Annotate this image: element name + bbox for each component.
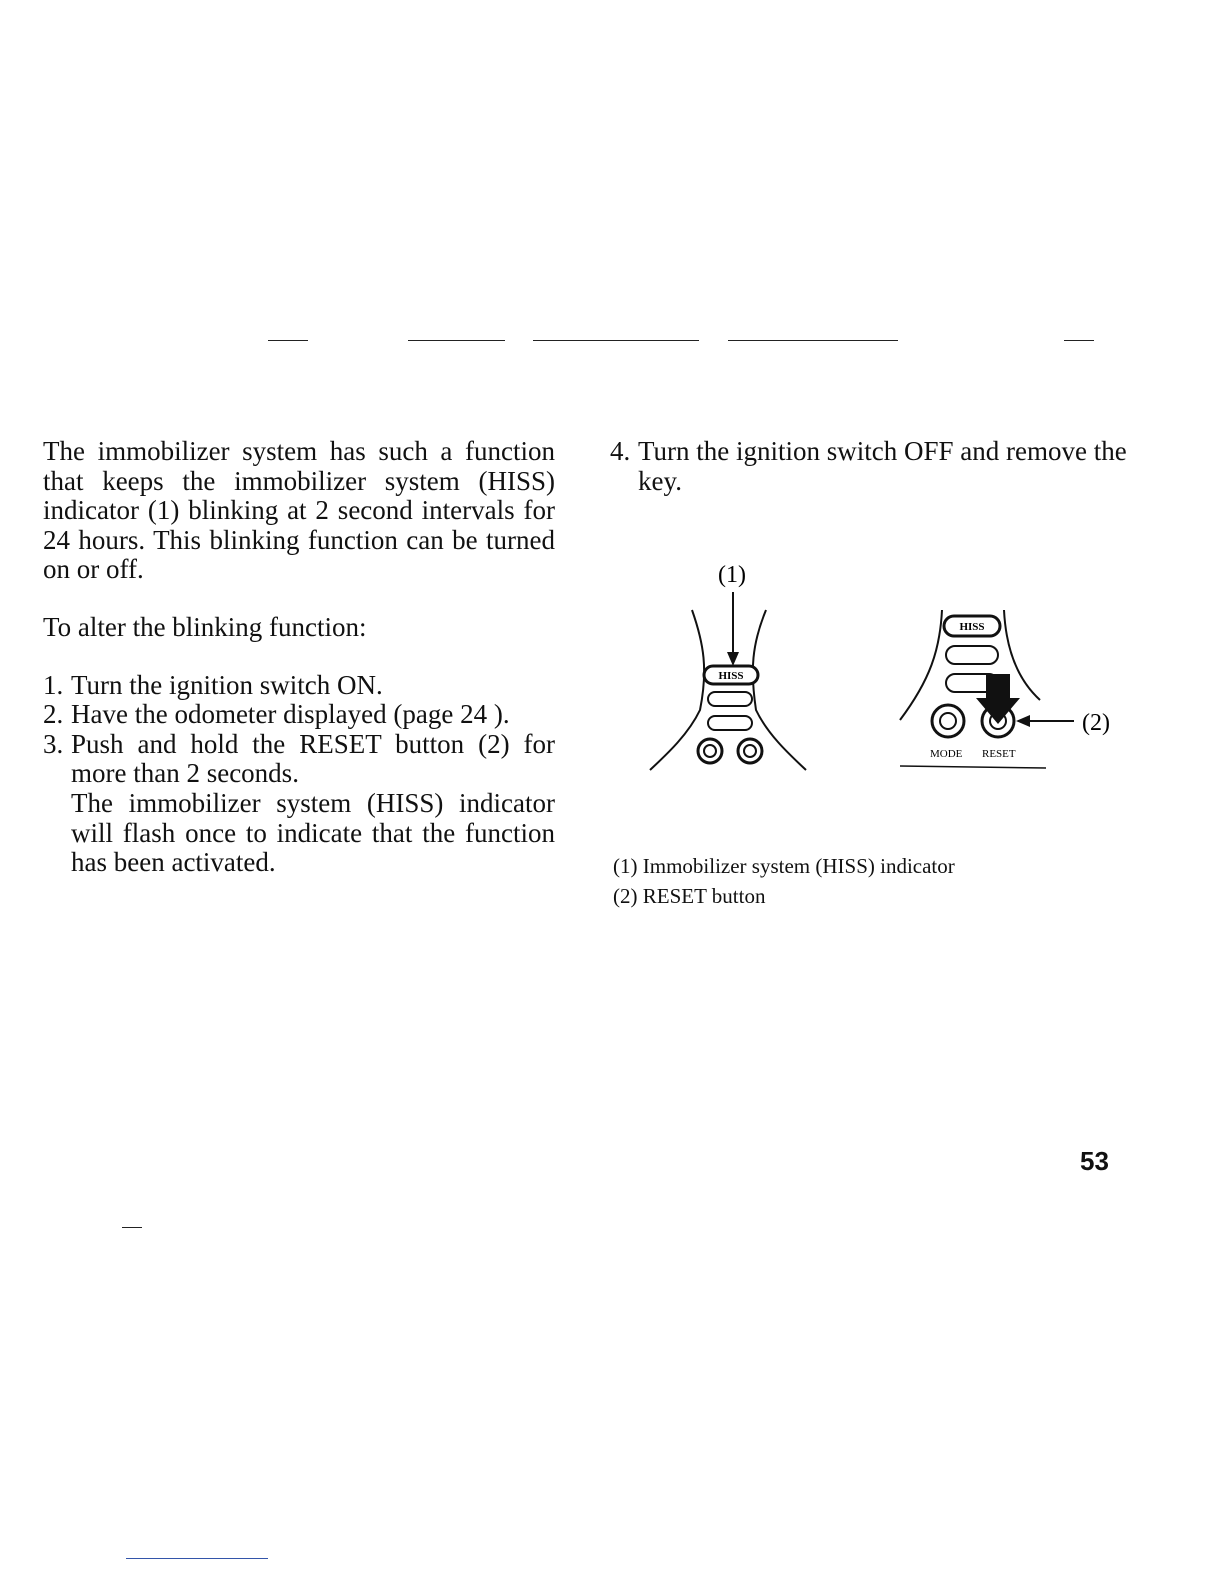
arrow-left-icon	[1016, 715, 1074, 727]
step-number: 1.	[43, 669, 64, 700]
header-rule	[533, 340, 699, 341]
step-number: 3.	[43, 728, 64, 759]
list-item	[610, 437, 1130, 496]
steps-list	[43, 671, 555, 789]
reset-label: RESET	[982, 748, 1016, 760]
header-rule	[1064, 340, 1094, 341]
arrow-down-icon	[727, 592, 739, 666]
list-item	[43, 700, 555, 730]
header-rule	[408, 340, 505, 341]
hiss-label: HISS	[959, 621, 985, 633]
mode-label: MODE	[930, 748, 963, 760]
step-text: Have the odometer displayed (page 24 ).	[71, 699, 510, 730]
caption-1: (1) Immobilizer system (HISS) indicator	[613, 854, 955, 878]
hiss-label: HISS	[718, 670, 744, 682]
list-item	[43, 730, 555, 789]
footer-rule	[126, 1558, 268, 1559]
mode-button	[932, 705, 964, 737]
step3-note: The immobilizer system (HISS) indicator will flash once to indicate that the function has been activated.	[71, 787, 555, 878]
caption-2: (2) RESET button	[613, 884, 766, 908]
list-item	[43, 671, 555, 701]
hiss-indicator-closeup	[944, 616, 1000, 636]
intro-paragraph: The immobilizer system has such a function that keeps the immobilizer system (HISS) indicator (1) blinking at 2 second intervals for 24 hours. This blinking function can be turned on or off.	[43, 436, 555, 585]
left-column	[43, 437, 555, 878]
page-number: 53	[1080, 1146, 1109, 1176]
header-rule	[728, 340, 898, 341]
step-text: Turn the ignition switch ON.	[71, 669, 383, 700]
instrument-panel-figure	[600, 540, 1160, 800]
footer-rule	[122, 1227, 142, 1228]
indicator-lamp	[708, 692, 752, 706]
step-number: 2.	[43, 699, 64, 730]
header-rule	[268, 340, 308, 341]
callout-1-label: (1)	[718, 562, 746, 588]
callout-2-label: (2)	[1082, 710, 1110, 736]
step-text: Turn the ignition switch OFF and remove the key.	[638, 436, 1127, 496]
step-number: 4.	[610, 436, 631, 466]
mode-button-small	[698, 739, 722, 763]
indicator-lamp	[708, 716, 752, 730]
right-column	[610, 437, 1130, 496]
step-text: Push and hold the RESET button (2) for more than 2 seconds.	[71, 728, 555, 789]
figure-captions	[613, 851, 955, 911]
subheading: To alter the blinking function:	[43, 611, 367, 642]
indicator-lamp	[946, 646, 998, 664]
hiss-indicator	[704, 666, 758, 684]
reset-button-small	[738, 739, 762, 763]
